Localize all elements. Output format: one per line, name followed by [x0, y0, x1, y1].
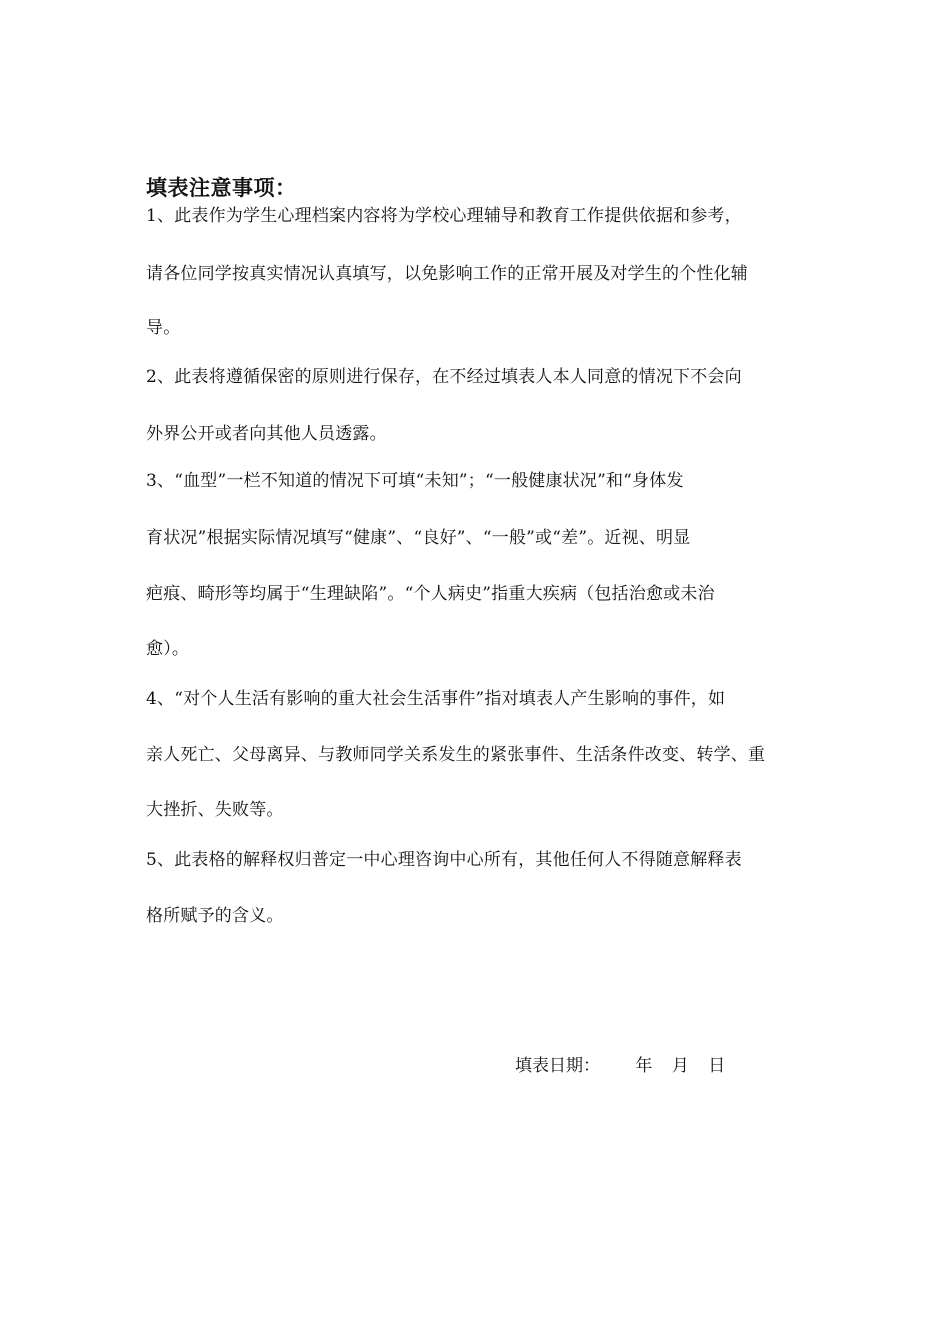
notice-line-9: 愈）。 — [146, 639, 190, 659]
notice-line-4: 2、此表将遵循保密的原则进行保存，在不经过填表人本人同意的情况下不会向 — [146, 367, 742, 387]
notice-line-2: 请各位同学按真实情况认真填写，以免影响工作的正常开展及对学生的个性化辅 — [146, 264, 748, 284]
notice-line-12: 大挫折、失败等。 — [146, 800, 284, 820]
fill-date-month: 月 — [671, 1056, 689, 1076]
fill-date-label: 填表日期： — [515, 1056, 600, 1076]
notice-line-13: 5、此表格的解释权归普定一中心理咨询中心所有，其他任何人不得随意解释表 — [146, 850, 742, 870]
notice-line-5: 外界公开或者向其他人员透露。 — [146, 424, 387, 444]
fill-date-row — [515, 1051, 725, 1076]
notice-title: 填表注意事项： — [146, 175, 297, 200]
notice-line-7: 育状况”根据实际情况填写“健康”、“良好”、“一般”或“差”。近视、明显 — [146, 528, 691, 548]
fill-date-year: 年 — [635, 1056, 653, 1076]
notice-line-6: 3、“血型”一栏不知道的情况下可填“未知”；“一般健康状况”和“身体发 — [146, 471, 684, 491]
notice-line-1: 1、此表作为学生心理档案内容将为学校心理辅导和教育工作提供依据和参考， — [146, 206, 742, 226]
notice-line-10: 4、“对个人生活有影响的重大社会生活事件”指对填表人产生影响的事件，如 — [146, 689, 726, 709]
notice-line-11: 亲人死亡、父母离异、与教师同学关系发生的紧张事件、生活条件改变、转学、重 — [146, 745, 766, 765]
notice-line-8: 疤痕、畸形等均属于“生理缺陷”。“个人病史”指重大疾病（包括治愈或未治 — [146, 584, 715, 604]
notice-line-3: 导。 — [146, 318, 181, 338]
notice-line-14: 格所赋予的含义。 — [146, 906, 284, 926]
fill-date-day: 日 — [708, 1056, 726, 1076]
